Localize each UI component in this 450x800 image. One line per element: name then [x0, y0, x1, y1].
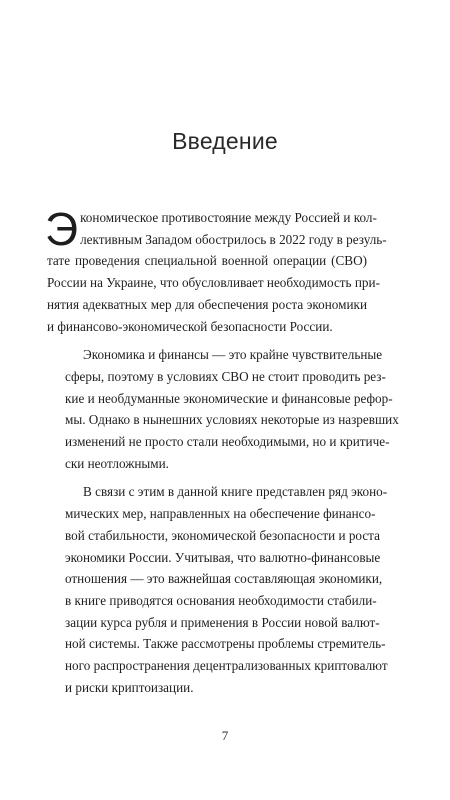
text-line: мических мер, направленных на обеспечение финансо-	[65, 506, 376, 522]
text-line: и риски криптоизации.	[65, 679, 194, 695]
text-line: и финансово-экономической безопасности России.	[47, 318, 333, 334]
text-line: В связи с этим в данной книге представлен ряд эконо-	[83, 484, 388, 500]
text-line: изменений не просто стали необходимыми, но и критиче-	[65, 434, 390, 450]
text-line: нятия адекватных мер для обеспечения роста экономики	[47, 296, 367, 312]
text-line: кие и необдуманные экономические и финансовые рефор-	[65, 390, 393, 406]
paragraph-2	[47, 344, 399, 474]
text-line: экономики России. Учитывая, что валютно-финансовые	[65, 549, 381, 565]
text-line: вой стабильности, экономической безопасности и роста	[65, 527, 380, 543]
text-line: Экономика и финансы — это крайне чувствительные	[83, 347, 383, 363]
body-text	[45, 203, 399, 705]
text-line: лективным Западом обострилось в 2022 году в резуль-	[80, 231, 387, 247]
text-line: зации курса рубля и применения в России новой валют-	[65, 614, 380, 630]
text-line: кономическое противостояние между Россией и кол-	[80, 210, 377, 225]
text-line: ного распространения децентрализованных криптовалют	[65, 658, 388, 674]
text-line: в книге приводятся основания необходимости стабили-	[65, 592, 377, 608]
text-line: мы. Однако в нынешних условиях некоторые из назревших	[65, 412, 399, 428]
text-line: России на Украине, что обусловливает необходимость при-	[47, 275, 380, 291]
page-number: 7	[221, 728, 229, 743]
text-line: тате проведения специальной военной операции (СВО)	[47, 253, 367, 269]
text-line: отношения — это важнейшая составляющая экономики,	[65, 571, 383, 587]
paragraph-1	[45, 203, 387, 337]
paragraph-3	[47, 481, 388, 698]
drop-cap-letter: Э	[45, 203, 79, 255]
chapter-title: Введение	[172, 128, 278, 154]
text-line: ски неотложными.	[65, 455, 169, 471]
text-line: ной системы. Также рассмотрены проблемы стремитель-	[65, 636, 386, 652]
text-line: сферы, поэтому в условиях СВО не стоит проводить рез-	[65, 368, 386, 384]
